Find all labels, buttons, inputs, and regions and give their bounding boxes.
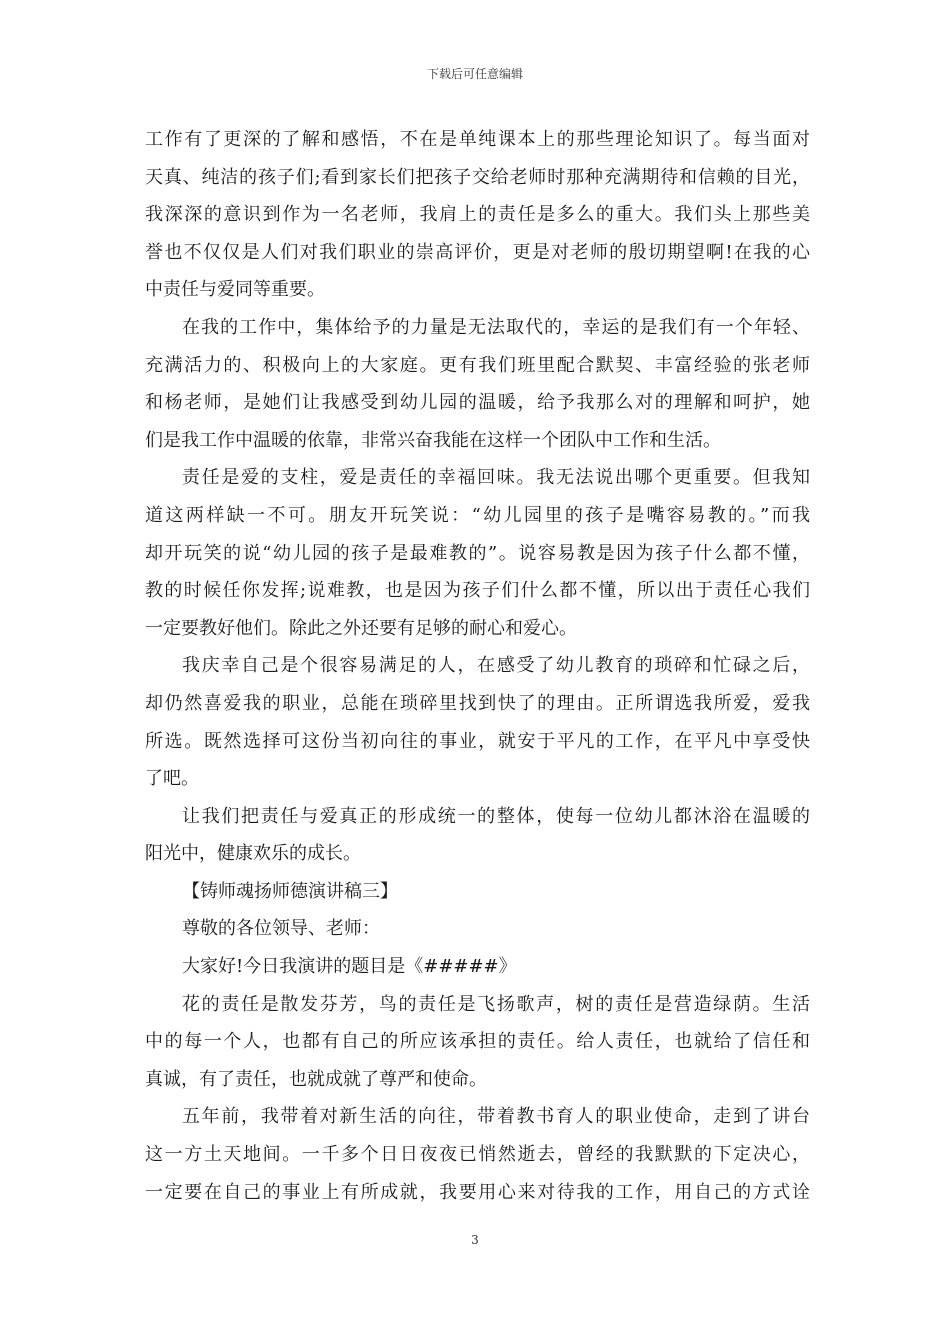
text-line: 所选。既然选择可这份当初向往的事业，就安于平凡的工作，在平凡中享受快 [145, 730, 810, 752]
text-line: 五年前，我带着对新生活的向往，带着教书育人的职业使命，走到了讲台 [182, 1106, 810, 1128]
text-line: 责任是爱的支柱，爱是责任的幸福回味。我无法说出哪个更重要。但我知 [182, 467, 810, 489]
text-line: 我庆幸自己是个很容易满足的人，在感受了幼儿教育的琐碎和忙碌之后， [182, 655, 810, 677]
text-line: 天真、纯洁的孩子们;看到家长们把孩子交给老师时那种充满期待和信赖的目光， [145, 166, 810, 188]
text-line: 这一方土天地间。一千多个日日夜夜已悄然逝去，曾经的我默默的下定决心， [145, 1144, 810, 1166]
document-body [145, 121, 810, 1211]
text-line: 花的责任是散发芬芳，鸟的责任是飞扬歌声，树的责任是营造绿荫。生活 [182, 993, 810, 1015]
text-line: 我深深的意识到作为一名老师，我肩上的责任是多么的重大。我们头上那些美 [145, 204, 810, 226]
text-line: 和杨老师，是她们让我感受到幼儿园的温暖，给予我那么对的理解和呵护，她 [145, 392, 810, 414]
text-line: 在我的工作中，集体给予的力量是无法取代的，幸运的是我们有一个年轻、 [182, 316, 810, 338]
text-line: 了吧。 [145, 768, 199, 790]
text-line: 工作有了更深的了解和感悟，不在是单纯课本上的那些理论知识了。每当面对 [145, 129, 810, 150]
text-line: 却仍然喜爱我的职业，总能在琐碎里找到快了的理由。正所谓选我所爱，爱我 [145, 692, 810, 714]
salutation: 尊敬的各位领导、老师： [182, 918, 380, 940]
text-line: 中的每一个人，也都有自己的所应该承担的责任。给人责任，也就给了信任和 [145, 1031, 810, 1053]
page-header: 下载后可任意编辑 [426, 67, 523, 81]
text-line: 充满活力的、积极向上的大家庭。更有我们班里配合默契、丰富经验的张老师 [145, 354, 810, 376]
text-line: 大家好!今日我演讲的题目是《#####》 [182, 956, 517, 978]
text-line: 却开玩笑的说“幼儿园的孩子是最难教的”。说容易教是因为孩子什么都不懂， [145, 542, 810, 564]
text-line: 一定要在自己的事业上有所成就，我要用心来对待我的工作，用自己的方式诠 [145, 1181, 810, 1203]
text-line: 们是我工作中温暖的依靠，非常兴奋我能在这样一个团队中工作和生活。 [145, 429, 721, 451]
text-line: 誉也不仅仅是人们对我们职业的崇高评价，更是对老师的殷切期望啊!在我的心 [145, 241, 810, 263]
text-line: 道这两样缺一不可。朋友开玩笑说：“幼儿园里的孩子是嘴容易教的。”而我 [145, 504, 810, 526]
text-line: 阳光中，健康欢乐的成长。 [145, 843, 361, 865]
text-line: 中责任与爱同等重要。 [145, 279, 325, 301]
section-heading: 【铸师魂扬师德演讲稿三】 [182, 880, 398, 902]
text-line: 一定要教好他们。除此之外还要有足够的耐心和爱心。 [145, 617, 577, 639]
page-number: 3 [471, 1233, 479, 1247]
text-line: 让我们把责任与爱真正的形成统一的整体，使每一位幼儿都沐浴在温暖的 [182, 805, 810, 827]
text-line: 真诚，有了责任，也就成就了尊严和使命。 [145, 1068, 487, 1090]
text-line: 教的时候任你发挥;说难教，也是因为孩子们什么都不懂，所以出于责任心我们 [145, 580, 810, 602]
